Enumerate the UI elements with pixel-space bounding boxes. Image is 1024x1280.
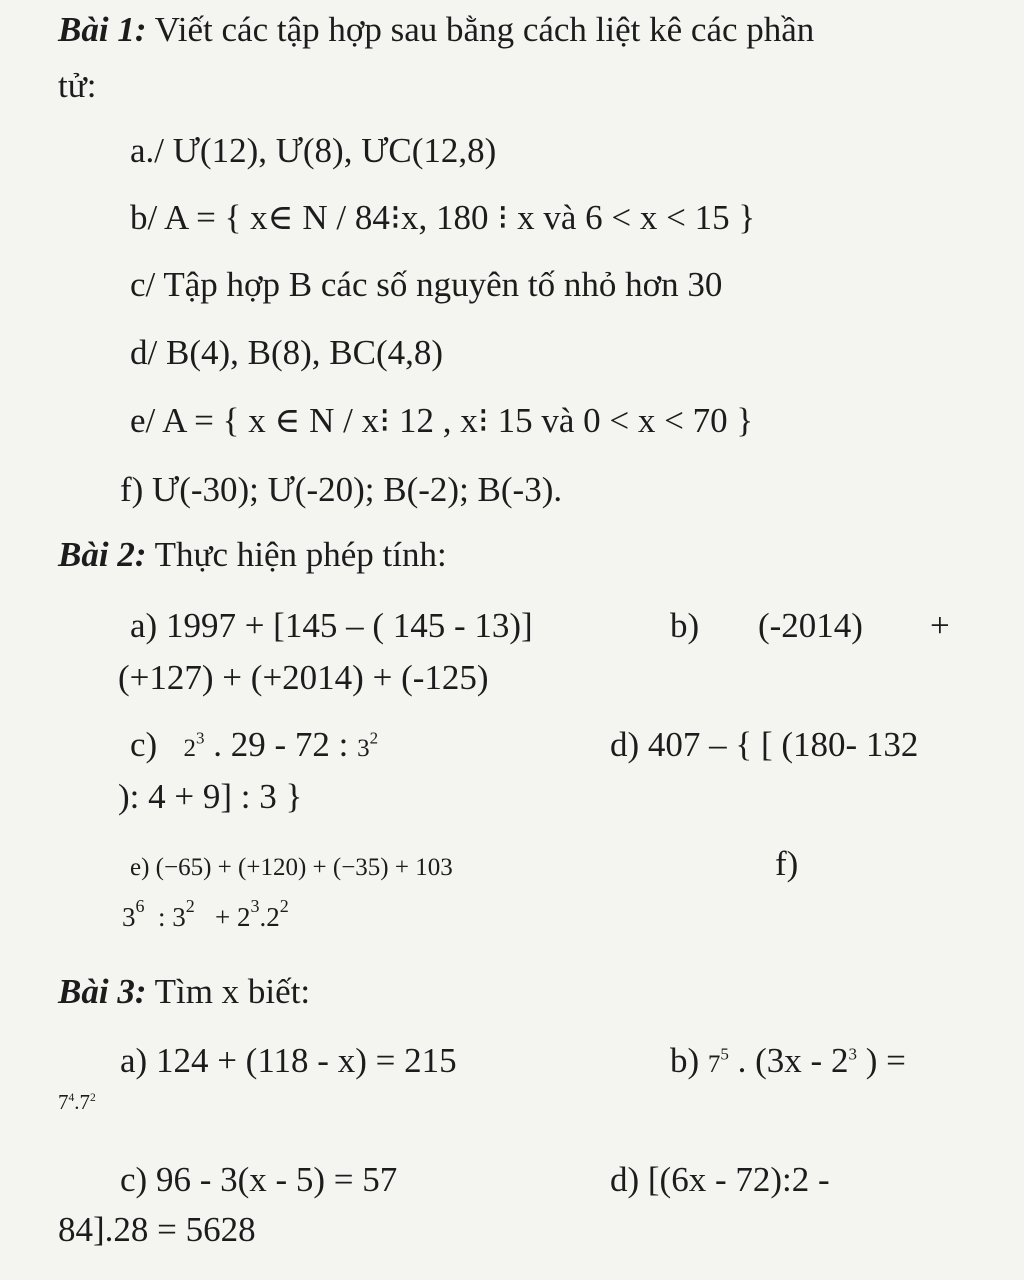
exercise-3-item-b-mid: . (3x - 2 (737, 1041, 849, 1080)
exercise-2-item-b-plus: + (930, 606, 950, 645)
exercise-3-item-b-rhs-exp2: 2 (90, 1092, 96, 1104)
exercise-3-item-b-rhs (58, 1092, 96, 1113)
exercise-2-item-a: a) 1997 + [145 – ( 145 - 13)] (130, 606, 533, 645)
exercise-3-item-b-label: b) (670, 1041, 700, 1080)
exercise-2-item-f-op3: .2 (259, 902, 280, 932)
exercise-2-item-d-part2: ): 4 + 9] : 3 } (118, 777, 303, 816)
exercise-3-item-b-rhs-base2: .7 (74, 1090, 91, 1114)
exercise-2-item-f-op1: : 3 (158, 902, 186, 932)
exercise-3-item-d-part2: 84].28 = 5628 (58, 1210, 256, 1249)
exercise-2-item-e-text (130, 844, 453, 883)
exercise-3-item-b-rhs-exp1: 4 (68, 1092, 75, 1104)
exercise-2-title: Bài 2: (58, 535, 147, 574)
exercise-2-heading (58, 537, 447, 572)
exercise-1-item-f: f) Ư(-30); Ư(-20); B(-2); B(-3). (120, 470, 563, 509)
exercise-2-item-b-part1: (-2014) (758, 606, 863, 645)
exercise-2-item-c-base1: 2 (183, 735, 196, 762)
exercise-1-instruction-cont: tử: (58, 66, 97, 105)
exercise-3-instruction: Tìm x biết: (154, 972, 311, 1011)
exercise-3-item-b-exp: 5 (720, 1044, 729, 1064)
exercise-2-item-f-expr (122, 896, 289, 932)
exercise-1-item-a: a./ Ư(12), Ư(8), ƯC(12,8) (130, 131, 497, 170)
exercise-2-item-f-exp3: 3 (250, 896, 260, 916)
exercise-1-heading (58, 12, 814, 47)
exercise-3-heading (58, 974, 310, 1009)
exercise-2-item-f-op2: + 2 (215, 902, 251, 932)
exercise-1-instruction: Viết các tập hợp sau bằng cách liệt kê các phần (154, 10, 815, 49)
exercise-2-item-f-exp4: 2 (279, 896, 289, 916)
exercise-1-title: Bài 1: (58, 10, 147, 49)
exercise-2-item-c-exp1: 3 (195, 728, 205, 748)
exercise-3-item-c: c) 96 - 3(x - 5) = 57 (120, 1160, 398, 1199)
exercise-2-instruction: Thực hiện phép tính: (154, 535, 447, 574)
exercise-2-item-d-part1: d) 407 – { [ (180- 132 (610, 725, 919, 764)
exercise-3-item-d-part1: d) [(6x - 72):2 - (610, 1160, 830, 1199)
exercise-2-item-b-label: b) (670, 606, 700, 645)
exercise-2-item-f-exp2: 2 (185, 896, 195, 916)
exercise-2-item-e-expr: e) (−65) + (+120) + (−35) + 103 (130, 854, 453, 881)
exercise-1-item-b: b/ A = { x∈ N / 84⁝x, 180 ⁝ x và 6 < x < 15 } (130, 198, 756, 237)
exercise-2-item-b-part2: (+127) + (+2014) + (-125) (118, 658, 489, 697)
exercise-3-item-b-rhs-base1: 7 (58, 1090, 69, 1114)
exercise-2-item-f-base1: 3 (122, 902, 136, 932)
exercise-3-item-b-exp2: 3 (848, 1044, 857, 1064)
exercise-2-item-c-label: c) (130, 725, 158, 764)
exercise-3-title: Bài 3: (58, 972, 147, 1011)
exercise-3-item-b-end: ) = (865, 1041, 906, 1080)
exercise-1-item-d: d/ B(4), B(8), BC(4,8) (130, 333, 444, 372)
exercise-3-item-b-base: 7 (707, 1051, 721, 1078)
exercise-2-item-c-base2: 3 (357, 735, 370, 762)
exercise-1-item-e: e/ A = { x ∈ N / x⁝ 12 , x⁝ 15 và 0 < x < 70 } (130, 401, 754, 440)
exercise-3-item-b (670, 1043, 906, 1078)
exercise-2-item-c (130, 727, 378, 762)
exercise-1-item-c: c/ Tập hợp B các số nguyên tố nhỏ hơn 30 (130, 265, 723, 304)
exercise-2-item-c-exp2: 2 (369, 728, 379, 748)
exercise-3-item-a: a) 124 + (118 - x) = 215 (120, 1041, 457, 1080)
exercise-2-item-f-exp1: 6 (135, 896, 145, 916)
exercise-2-item-f-label: f) (775, 844, 799, 883)
exercise-2-item-c-mid: . 29 - 72 : (213, 725, 349, 764)
exercise-2-item-e (130, 846, 453, 881)
